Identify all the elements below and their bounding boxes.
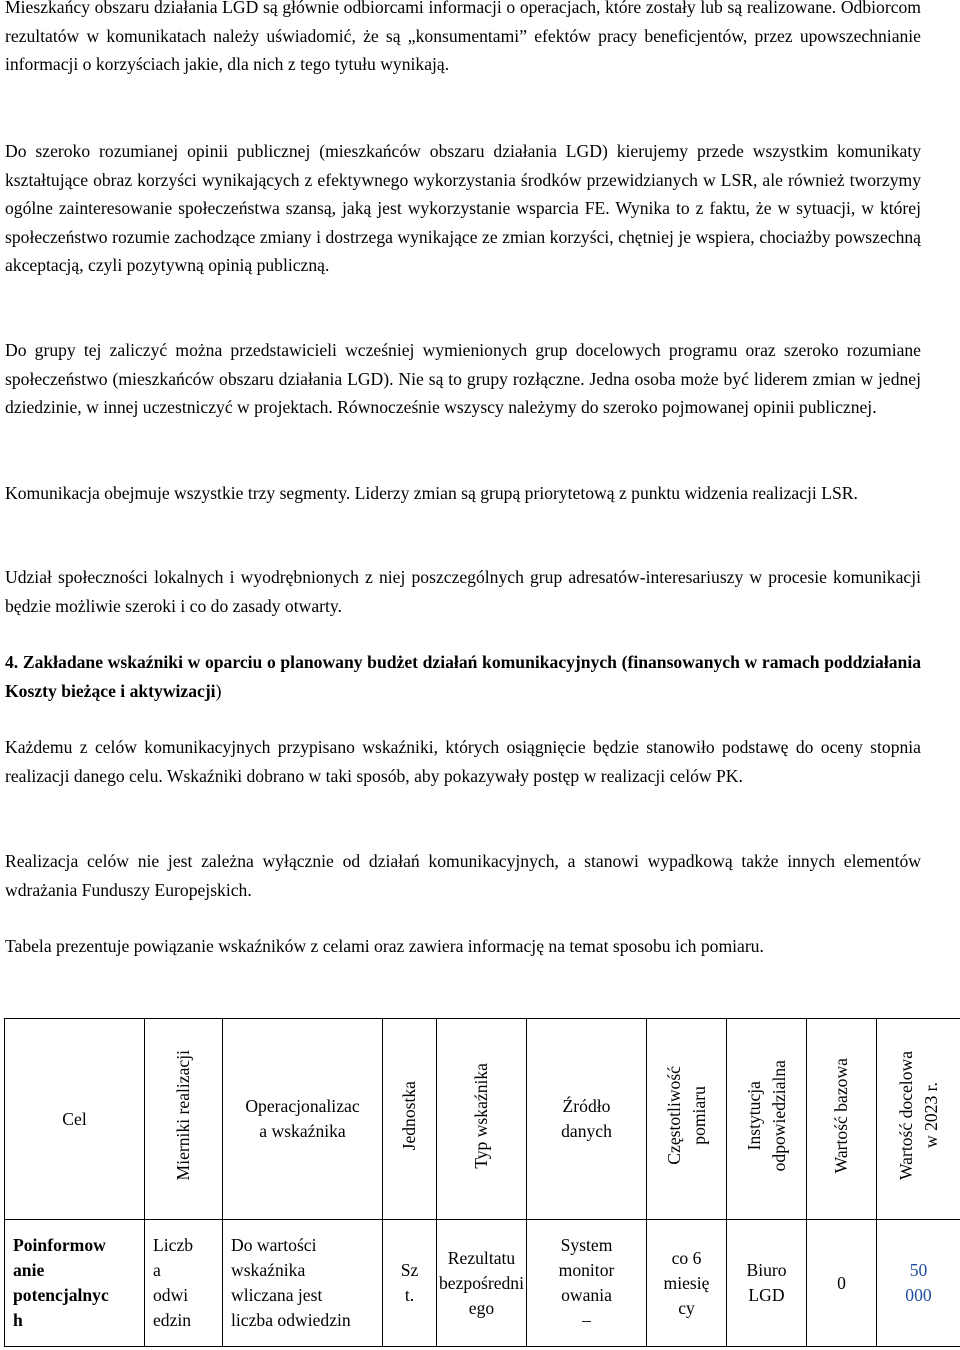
header-instytucja: Instytucja odpowiedzialna: [727, 1019, 807, 1220]
header-cel: Cel: [5, 1019, 145, 1220]
section-heading-4-tail: ): [215, 680, 222, 701]
paragraph-residents: Mieszkańcy obszaru działania LGD są głównie odbiorcami informacji o operacjach, które zostały lub są realizowane. Odbiorcom rezultatów w komunikatach należy uświadomić, że są „konsumentami” efektów pracy beneficjentów, przez upowszechnianie informacji o korzyściach jakie, dla nich z tego tytułu wynikają.: [5, 0, 921, 75]
header-wartosc-docelowa: Wartość docelowa w 2023 r.: [877, 1019, 960, 1220]
header-mierniki: Mierniki realizacji: [145, 1019, 223, 1220]
indicators-table: [4, 1018, 960, 1347]
cell-wartosc-bazowa: 0: [807, 1220, 877, 1347]
header-wartosc-bazowa: Wartość bazowa: [807, 1019, 877, 1220]
header-czestotliwosc: Częstotliwość pomiaru: [647, 1019, 727, 1220]
cell-operacjonalizacja: Do wartości wskaźnika wliczana jest liczba odwiedzin: [223, 1220, 383, 1347]
section-heading-4: [5, 648, 921, 705]
paragraph-public-opinion: Do szeroko rozumianej opinii publicznej (mieszkańców obszaru działania LGD) kierujemy przede wszystkim komunikaty kształtujące obraz korzyści wynikających z efektywnego wykorzystania środków przewidzianych w LSR, ale również tworzymy ogólne zainteresowanie społeczeństwa szansą, jaką jest wykorzystanie wsparcia FE. Wynika to z faktu, że w sytuacji, w której społeczeństwo rozumie zachodzące zmiany i dostrzega wynikające ze zmian korzyści, chętniej je wspiera, chociażby powszechną akceptacją, czyli pozytywną opinią publiczną.: [5, 141, 921, 276]
cell-cel: Poinformow anie potencjalnyc h: [5, 1220, 145, 1347]
cell-typ: Rezultatu bezpośredni ego: [437, 1220, 527, 1347]
header-jednostka: Jednostka: [383, 1019, 437, 1220]
cell-zrodlo: System monitor owania –: [527, 1220, 647, 1347]
header-zrodlo: Źródło danych: [527, 1019, 647, 1220]
table-row: [5, 1220, 960, 1347]
header-operacjonalizacja: Operacjonalizac a wskaźnika: [223, 1019, 383, 1220]
paragraph-segments: Komunikacja obejmuje wszystkie trzy segmenty. Liderzy zmian są grupą priorytetową z punktu widzenia realizacji LSR.: [5, 483, 858, 503]
cell-instytucja: Biuro LGD: [727, 1220, 807, 1347]
cell-wartosc-docelowa: 50 000: [877, 1220, 960, 1347]
paragraph-target-groups: Do grupy tej zaliczyć można przedstawicieli wcześniej wymienionych grup docelowych programu oraz szeroko rozumiane społeczeństwo (mieszkańców obszaru działania LGD). Nie są to grupy rozłączne. Jedna osoba może być liderem zmian w jednej dziedzinie, w innej uczestniczyć w projektach. Równocześnie wszyscy należymy do szeroko pojmowanej opinii publicznej.: [5, 340, 921, 418]
paragraph-table-intro: Tabela prezentuje powiązanie wskaźników z celami oraz zawiera informację na temat sposobu ich pomiaru.: [5, 936, 764, 956]
header-typ: Typ wskaźnika: [437, 1019, 527, 1220]
cell-miernik: Liczb a odwi edzin: [145, 1220, 223, 1347]
cell-czestotliwosc: co 6 miesię cy: [647, 1220, 727, 1347]
table-header-row: [5, 1019, 960, 1220]
cell-jednostka: Sz t.: [383, 1220, 437, 1347]
paragraph-participation: Udział społeczności lokalnych i wyodrębnionych z niej poszczególnych grup adresatów-interesariuszy w procesie komunikacji będzie możliwie szeroki i co do zasady otwarty.: [5, 567, 921, 616]
paragraph-goals: Realizacja celów nie jest zależna wyłącznie od działań komunikacyjnych, a stanowi wypadkową także innych elementów wdrażania Funduszy Europejskich.: [5, 851, 921, 900]
paragraph-indicators: Każdemu z celów komunikacyjnych przypisano wskaźniki, których osiągnięcie będzie stanowiło podstawę do oceny stopnia realizacji danego celu. Wskaźniki dobrano w taki sposób, aby pokazywały postęp w realizacji celów PK.: [5, 737, 921, 786]
section-heading-4-text: 4. Zakładane wskaźniki w oparciu o planowany budżet działań komunikacyjnych (finansowanych w ramach poddziałania Koszty bieżące i aktywizacji: [5, 652, 921, 701]
